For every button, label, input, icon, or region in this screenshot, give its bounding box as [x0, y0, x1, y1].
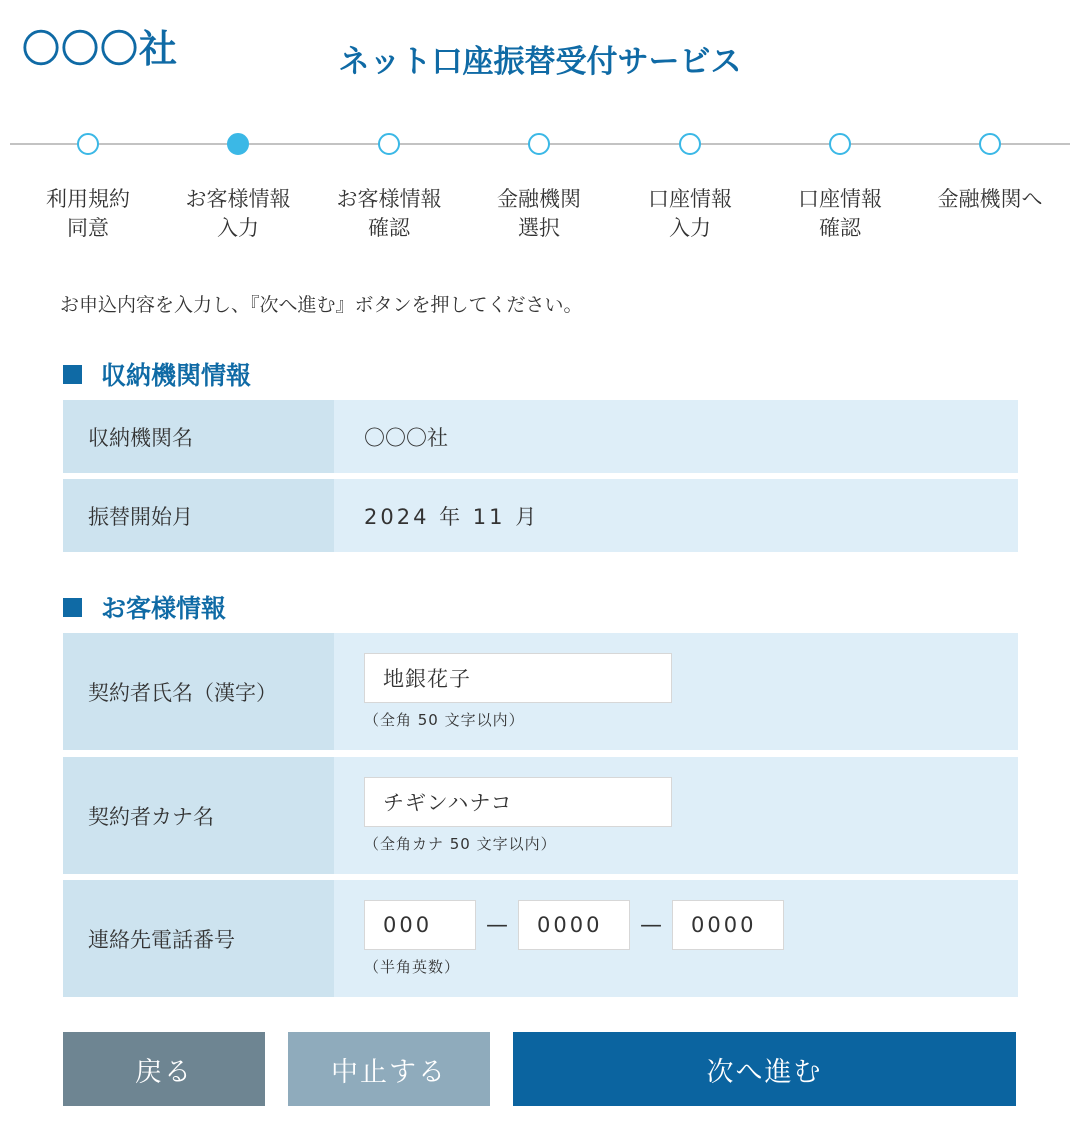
- phone-exchange-input[interactable]: 0000: [518, 900, 630, 950]
- page-title: ネット口座振替受付サービス: [338, 44, 742, 80]
- step-terms-agreement: [13, 133, 163, 243]
- name-kanji-row: [63, 633, 1018, 750]
- instruction-text: お申込内容を入力し、『次へ進む』ボタンを押してください。: [60, 294, 583, 316]
- phone-hint: （半角英数）: [364, 958, 461, 976]
- step-label: 口座情報 入力: [648, 187, 732, 240]
- phone-cell: [334, 880, 1018, 997]
- step-indicator: [979, 133, 1001, 155]
- step-indicator: [528, 133, 550, 155]
- step-to-bank: [915, 133, 1065, 214]
- name-kana-row: [63, 757, 1018, 874]
- step-label: 金融機関 選択: [497, 187, 581, 240]
- next-button[interactable]: 次へ進む: [513, 1032, 1016, 1106]
- name-kanji-label: 契約者氏名（漢字）: [63, 633, 334, 750]
- org-name-row: [63, 400, 1018, 473]
- phone-number-input[interactable]: 0000: [672, 900, 784, 950]
- step-label: お客様情報 確認: [336, 187, 442, 240]
- step-indicator: [378, 133, 400, 155]
- start-month-value: 2024 年 11 月: [334, 479, 1018, 552]
- name-kana-hint: （全角カナ 50 文字以内）: [364, 835, 557, 853]
- phone-row: [63, 880, 1018, 997]
- step-indicator: [829, 133, 851, 155]
- step-customer-confirm: [314, 133, 464, 243]
- step-label: 利用規約 同意: [46, 187, 130, 240]
- phone-label: 連絡先電話番号: [63, 880, 334, 997]
- org-section-heading: [63, 356, 251, 392]
- name-kanji-input[interactable]: 地銀花子: [364, 653, 672, 703]
- square-bullet-icon: [63, 365, 82, 384]
- step-label: 金融機関へ: [937, 187, 1043, 211]
- step-account-confirm: [765, 133, 915, 243]
- step-indicator-active: [227, 133, 249, 155]
- phone-area-code-input[interactable]: 000: [364, 900, 476, 950]
- org-section-title: 収納機関情報: [101, 361, 252, 390]
- name-kanji-hint: （全角 50 文字以内）: [364, 711, 525, 729]
- step-account-input: [615, 133, 765, 243]
- step-label: お客様情報 入力: [185, 187, 291, 240]
- step-indicator: [679, 133, 701, 155]
- phone-inputs: [364, 900, 1018, 950]
- org-name-value: 〇〇〇社: [334, 400, 1018, 473]
- cancel-button[interactable]: 中止する: [288, 1032, 490, 1106]
- start-month-row: [63, 479, 1018, 552]
- step-bank-select: [464, 133, 614, 243]
- customer-section-heading: [63, 589, 226, 625]
- name-kana-input[interactable]: チギンハナコ: [364, 777, 672, 827]
- step-indicator: [77, 133, 99, 155]
- company-logo: 〇〇〇社: [22, 27, 179, 71]
- phone-separator: —: [486, 912, 508, 938]
- phone-separator: —: [640, 912, 662, 938]
- square-bullet-icon: [63, 598, 82, 617]
- start-month-label: 振替開始月: [63, 479, 334, 552]
- step-label: 口座情報 確認: [798, 187, 882, 240]
- name-kanji-cell: [334, 633, 1018, 750]
- org-name-label: 収納機関名: [63, 400, 334, 473]
- name-kana-cell: [334, 757, 1018, 874]
- back-button[interactable]: 戻る: [63, 1032, 265, 1106]
- name-kana-label: 契約者カナ名: [63, 757, 334, 874]
- step-customer-input: [163, 133, 313, 243]
- customer-section-title: お客様情報: [101, 594, 227, 623]
